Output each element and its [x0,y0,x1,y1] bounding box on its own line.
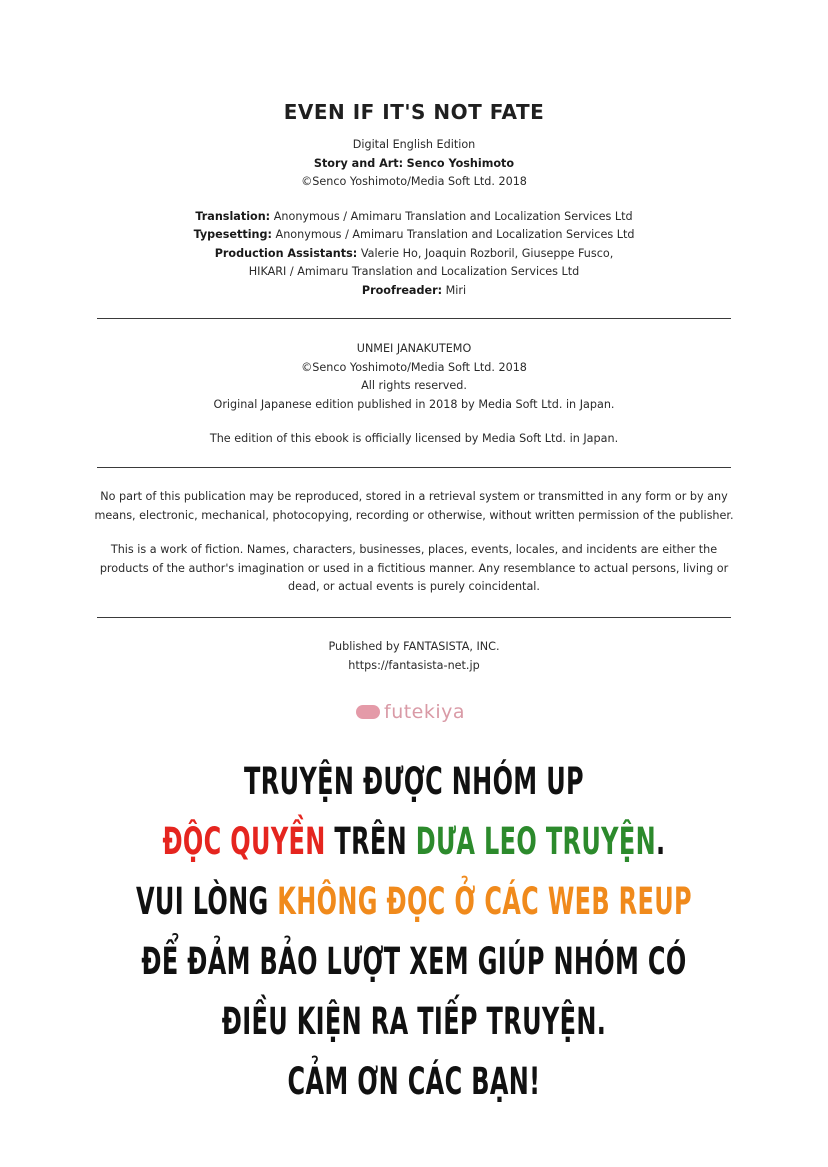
notice-line-1: TRUYỆN ĐƯỢC NHÓM UP [244,760,584,803]
notice-please: VUI LÒNG [136,880,278,923]
production-credit [0,245,828,264]
typesetting-label: Typesetting: [193,228,272,241]
scanlation-notice [0,752,828,1112]
typesetting-value: Anonymous / Amimaru Translation and Localization Services Ltd [275,228,635,241]
notice-line-2 [116,812,712,872]
translation-label: Translation: [195,209,271,223]
legal-p1-line1: No part of this publication may be reproduced, stored in a retrieval system or transmitted in any form or by any [100,490,728,503]
notice-site-name: DƯA LEO TRUYỆN [415,820,657,863]
publisher-url: https://fantasista-net.jp [348,658,480,672]
notice-line-4: ĐỂ ĐẢM BẢO LƯỢT XEM GIÚP NHÓM CÓ [141,940,687,983]
book-title: EVEN IF IT'S NOT FATE [283,100,545,124]
credits-block [0,100,828,300]
futekiya-logo [356,700,465,724]
story-label: Story and Art: [313,156,404,170]
original-published: Original Japanese edition published in 2018 by Media Soft Ltd. in Japan. [213,397,615,411]
production-label: Production Assistants: [214,246,358,260]
notice-line-6: CẢM ƠN CÁC BẠN! [287,1060,541,1103]
divider [97,318,731,319]
notice-no-reup: KHÔNG ĐỌC Ở CÁC WEB REUP [277,880,692,923]
legal-block [0,488,828,597]
notice-on: TRÊN [325,820,416,863]
notice-line-5: ĐIỀU KIỆN RA TIẾP TRUYỆN. [221,1000,607,1043]
notice-line-3 [116,872,712,932]
production-value: Valerie Ho, Joaquin Rozboril, Giuseppe Fusco, [360,246,614,260]
publisher-block [0,638,828,675]
story-value: Senco Yoshimoto [406,156,515,170]
proofreader-value: Miri [445,283,467,297]
story-credit [0,155,828,174]
divider [97,467,731,468]
notice-exclusive: ĐỘC QUYỀN [162,820,326,863]
notice-period: . [656,820,666,863]
legal-p2-line2: products of the author's imagination or used in a fictitious manner. Any resemblance to actual persons, living or [99,561,729,575]
original-title: UNMEI JANAKUTEMO [356,342,472,355]
proofreader-label: Proofreader: [361,283,443,297]
original-edition-block [0,340,828,449]
proofreader-credit [0,282,828,301]
divider [97,617,731,618]
pill-logo-icon [356,705,380,719]
legal-p2-line3: dead, or actual events is purely coincidental. [288,580,540,593]
legal-p1-line2: means, electronic, mechanical, photocopying, recording or otherwise, without written permission of the publisher. [94,508,734,522]
legal-p2-line1: This is a work of fiction. Names, characters, businesses, places, events, locales, and incidents are either the [110,543,718,556]
translation-credit [0,208,828,227]
production-credit-cont: HIKARI / Amimaru Translation and Localization Services Ltd [248,265,580,278]
license-text: The edition of this ebook is officially licensed by Media Soft Ltd. in Japan. [209,432,619,445]
original-copyright: ©Senco Yoshimoto/Media Soft Ltd. 2018 [301,360,527,374]
translation-value: Anonymous / Amimaru Translation and Localization Services Ltd [273,209,633,223]
publisher-name: Published by FANTASISTA, INC. [328,640,500,653]
typesetting-credit [0,226,828,245]
edition-text: Digital English Edition [352,138,476,151]
copyright-text: ©Senco Yoshimoto/Media Soft Ltd. 2018 [301,175,527,188]
rights-text: All rights reserved. [361,379,467,392]
logo-text: futekiya [384,701,466,723]
